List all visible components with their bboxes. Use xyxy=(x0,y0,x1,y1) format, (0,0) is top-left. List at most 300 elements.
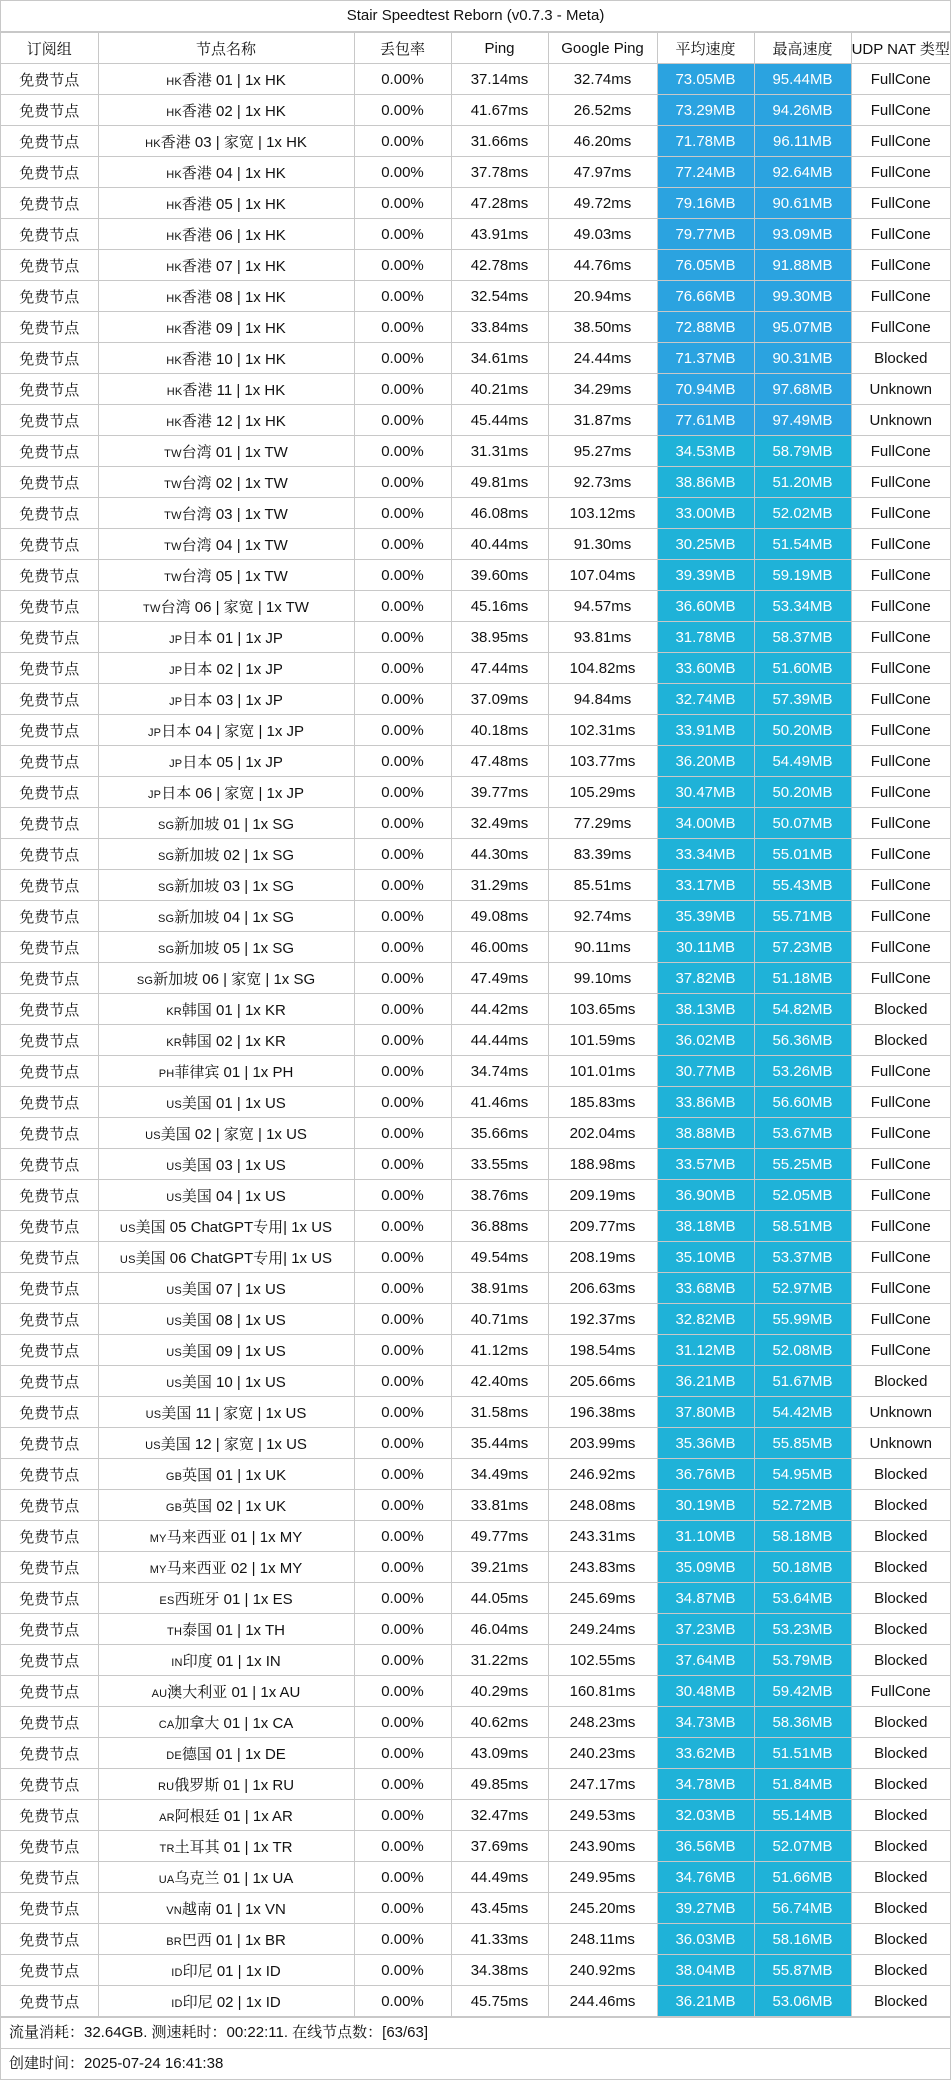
country-code: MY xyxy=(149,1532,167,1545)
node-name: 美国 07 | 1x US xyxy=(181,1280,286,1298)
table-row xyxy=(1,467,950,498)
group-cell: 免费节点 xyxy=(1,1986,98,2017)
max-speed-cell: 51.18MB xyxy=(754,963,851,994)
max-speed-cell: 50.07MB xyxy=(754,808,851,839)
node-name-cell xyxy=(98,994,354,1025)
ping-cell: 47.49ms xyxy=(451,963,548,994)
nat-type-cell: FullCone xyxy=(851,1304,950,1335)
ping-cell: 44.49ms xyxy=(451,1862,548,1893)
max-speed-cell: 97.49MB xyxy=(754,405,851,436)
node-name-cell xyxy=(98,1304,354,1335)
node-name-cell xyxy=(98,1862,354,1893)
country-code: GB xyxy=(165,1501,183,1514)
nat-type-cell: FullCone xyxy=(851,1180,950,1211)
avg-speed-cell: 36.20MB xyxy=(657,746,754,777)
table-row xyxy=(1,219,950,250)
ping-cell: 43.45ms xyxy=(451,1893,548,1924)
table-row xyxy=(1,1800,950,1831)
table-row xyxy=(1,591,950,622)
group-cell: 免费节点 xyxy=(1,281,98,312)
country-code: HK xyxy=(145,137,161,150)
node-name: 台湾 04 | 1x TW xyxy=(181,536,288,554)
loss-cell: 0.00% xyxy=(354,1614,451,1645)
max-speed-cell: 52.02MB xyxy=(754,498,851,529)
node-name: 香港 10 | 1x HK xyxy=(181,350,286,368)
country-code: US xyxy=(119,1253,136,1266)
avg-speed-cell: 31.12MB xyxy=(657,1335,754,1366)
country-code: HK xyxy=(166,292,182,305)
ping-cell: 38.91ms xyxy=(451,1273,548,1304)
ping-cell: 45.16ms xyxy=(451,591,548,622)
google-ping-cell: 107.04ms xyxy=(548,560,657,591)
nat-type-cell: FullCone xyxy=(851,684,950,715)
ping-cell: 33.55ms xyxy=(451,1149,548,1180)
nat-type-cell: FullCone xyxy=(851,653,950,684)
node-name-cell xyxy=(98,157,354,188)
node-name: 日本 02 | 1x JP xyxy=(182,660,283,678)
node-name: 日本 04 | 家宽 | 1x JP xyxy=(161,722,305,740)
google-ping-cell: 99.10ms xyxy=(548,963,657,994)
nat-type-cell: Blocked xyxy=(851,1769,950,1800)
avg-speed-cell: 39.27MB xyxy=(657,1893,754,1924)
nat-type-cell: FullCone xyxy=(851,1242,950,1273)
ping-cell: 32.47ms xyxy=(451,1800,548,1831)
avg-speed-cell: 73.05MB xyxy=(657,64,754,95)
table-row xyxy=(1,746,950,777)
group-cell: 免费节点 xyxy=(1,684,98,715)
ping-cell: 34.38ms xyxy=(451,1955,548,1986)
avg-speed-cell: 38.04MB xyxy=(657,1955,754,1986)
ping-cell: 47.48ms xyxy=(451,746,548,777)
results-table xyxy=(1,32,950,2017)
max-speed-cell: 90.61MB xyxy=(754,188,851,219)
loss-cell: 0.00% xyxy=(354,1056,451,1087)
nat-type-cell: Blocked xyxy=(851,1552,950,1583)
country-code: PH xyxy=(158,1067,175,1080)
group-cell: 免费节点 xyxy=(1,1738,98,1769)
avg-speed-cell: 35.09MB xyxy=(657,1552,754,1583)
loss-cell: 0.00% xyxy=(354,157,451,188)
loss-cell: 0.00% xyxy=(354,1428,451,1459)
google-ping-cell: 105.29ms xyxy=(548,777,657,808)
country-code: SG xyxy=(157,881,175,894)
node-name-cell xyxy=(98,250,354,281)
google-ping-cell: 32.74ms xyxy=(548,64,657,95)
avg-speed-cell: 30.19MB xyxy=(657,1490,754,1521)
google-ping-cell: 103.65ms xyxy=(548,994,657,1025)
table-row xyxy=(1,1490,950,1521)
nat-type-cell: FullCone xyxy=(851,1211,950,1242)
ping-cell: 35.66ms xyxy=(451,1118,548,1149)
google-ping-cell: 203.99ms xyxy=(548,1428,657,1459)
avg-speed-cell: 73.29MB xyxy=(657,95,754,126)
nat-type-cell: FullCone xyxy=(851,870,950,901)
google-ping-cell: 185.83ms xyxy=(548,1087,657,1118)
node-name-cell xyxy=(98,1211,354,1242)
table-row xyxy=(1,963,950,994)
google-ping-cell: 245.20ms xyxy=(548,1893,657,1924)
table-row xyxy=(1,250,950,281)
loss-cell: 0.00% xyxy=(354,467,451,498)
max-speed-cell: 57.23MB xyxy=(754,932,851,963)
max-speed-cell: 51.20MB xyxy=(754,467,851,498)
group-cell: 免费节点 xyxy=(1,839,98,870)
ping-cell: 35.44ms xyxy=(451,1428,548,1459)
nat-type-cell: Blocked xyxy=(851,1459,950,1490)
table-row xyxy=(1,994,950,1025)
avg-speed-cell: 34.53MB xyxy=(657,436,754,467)
node-name-cell xyxy=(98,1707,354,1738)
avg-speed-cell: 76.66MB xyxy=(657,281,754,312)
country-code: JP xyxy=(147,788,162,801)
avg-speed-cell: 33.91MB xyxy=(657,715,754,746)
ping-cell: 33.81ms xyxy=(451,1490,548,1521)
node-name-cell xyxy=(98,529,354,560)
table-row xyxy=(1,1521,950,1552)
group-cell: 免费节点 xyxy=(1,653,98,684)
avg-speed-cell: 32.82MB xyxy=(657,1304,754,1335)
node-name-cell xyxy=(98,1769,354,1800)
loss-cell: 0.00% xyxy=(354,684,451,715)
ping-cell: 43.91ms xyxy=(451,219,548,250)
loss-cell: 0.00% xyxy=(354,1552,451,1583)
ping-cell: 44.44ms xyxy=(451,1025,548,1056)
max-speed-cell: 58.79MB xyxy=(754,436,851,467)
table-row xyxy=(1,1149,950,1180)
loss-cell: 0.00% xyxy=(354,1924,451,1955)
loss-cell: 0.00% xyxy=(354,498,451,529)
google-ping-cell: 192.37ms xyxy=(548,1304,657,1335)
nat-type-cell: FullCone xyxy=(851,1118,950,1149)
avg-speed-cell: 36.60MB xyxy=(657,591,754,622)
google-ping-cell: 102.55ms xyxy=(548,1645,657,1676)
max-speed-cell: 50.18MB xyxy=(754,1552,851,1583)
ping-cell: 46.08ms xyxy=(451,498,548,529)
ping-cell: 34.49ms xyxy=(451,1459,548,1490)
avg-speed-cell: 38.88MB xyxy=(657,1118,754,1149)
avg-speed-cell: 38.13MB xyxy=(657,994,754,1025)
max-speed-cell: 53.67MB xyxy=(754,1118,851,1149)
loss-cell: 0.00% xyxy=(354,1459,451,1490)
node-name: 美国 10 | 1x US xyxy=(181,1373,286,1391)
country-code: JP xyxy=(169,633,183,646)
nat-type-cell: FullCone xyxy=(851,963,950,994)
ping-cell: 45.44ms xyxy=(451,405,548,436)
loss-cell: 0.00% xyxy=(354,1273,451,1304)
max-speed-cell: 55.43MB xyxy=(754,870,851,901)
table-row xyxy=(1,1583,950,1614)
node-name-cell xyxy=(98,1366,354,1397)
max-speed-cell: 53.34MB xyxy=(754,591,851,622)
google-ping-cell: 188.98ms xyxy=(548,1149,657,1180)
max-speed-cell: 59.19MB xyxy=(754,560,851,591)
group-cell: 免费节点 xyxy=(1,932,98,963)
group-cell: 免费节点 xyxy=(1,1490,98,1521)
avg-speed-cell: 36.21MB xyxy=(657,1366,754,1397)
group-cell: 免费节点 xyxy=(1,1769,98,1800)
group-cell: 免费节点 xyxy=(1,1645,98,1676)
google-ping-cell: 92.73ms xyxy=(548,467,657,498)
node-name-cell xyxy=(98,1118,354,1149)
avg-speed-cell: 33.86MB xyxy=(657,1087,754,1118)
country-code: KR xyxy=(166,1036,182,1049)
node-name: 西班牙 01 | 1x ES xyxy=(174,1590,293,1608)
ping-cell: 37.14ms xyxy=(451,64,548,95)
table-row xyxy=(1,1211,950,1242)
country-code: SG xyxy=(157,850,175,863)
node-name: 越南 01 | 1x VN xyxy=(181,1900,286,1918)
ping-cell: 44.30ms xyxy=(451,839,548,870)
loss-cell: 0.00% xyxy=(354,1025,451,1056)
nat-type-cell: FullCone xyxy=(851,64,950,95)
loss-cell: 0.00% xyxy=(354,1490,451,1521)
node-name: 新加坡 03 | 1x SG xyxy=(174,877,295,895)
country-code: SG xyxy=(157,912,175,925)
group-cell: 免费节点 xyxy=(1,1273,98,1304)
google-ping-cell: 83.39ms xyxy=(548,839,657,870)
loss-cell: 0.00% xyxy=(354,1769,451,1800)
avg-speed-cell: 34.87MB xyxy=(657,1583,754,1614)
ping-cell: 46.04ms xyxy=(451,1614,548,1645)
country-code: HK xyxy=(166,416,182,429)
google-ping-cell: 198.54ms xyxy=(548,1335,657,1366)
table-row xyxy=(1,1955,950,1986)
country-code: US xyxy=(166,1191,182,1204)
loss-cell: 0.00% xyxy=(354,1149,451,1180)
avg-speed-cell: 30.77MB xyxy=(657,1056,754,1087)
max-speed-cell: 53.26MB xyxy=(754,1056,851,1087)
max-speed-cell: 55.85MB xyxy=(754,1428,851,1459)
group-cell: 免费节点 xyxy=(1,1242,98,1273)
google-ping-cell: 49.72ms xyxy=(548,188,657,219)
max-speed-cell: 52.05MB xyxy=(754,1180,851,1211)
nat-type-cell: FullCone xyxy=(851,1273,950,1304)
group-cell: 免费节点 xyxy=(1,746,98,777)
loss-cell: 0.00% xyxy=(354,746,451,777)
group-cell: 免费节点 xyxy=(1,405,98,436)
ping-cell: 37.09ms xyxy=(451,684,548,715)
nat-type-cell: FullCone xyxy=(851,312,950,343)
avg-speed-cell: 33.34MB xyxy=(657,839,754,870)
table-row xyxy=(1,1180,950,1211)
avg-speed-cell: 35.36MB xyxy=(657,1428,754,1459)
table-row xyxy=(1,281,950,312)
loss-cell: 0.00% xyxy=(354,1118,451,1149)
max-speed-cell: 53.79MB xyxy=(754,1645,851,1676)
max-speed-cell: 50.20MB xyxy=(754,777,851,808)
group-cell: 免费节点 xyxy=(1,1397,98,1428)
country-code: US xyxy=(166,1160,182,1173)
avg-speed-cell: 77.61MB xyxy=(657,405,754,436)
nat-type-cell: Blocked xyxy=(851,1521,950,1552)
avg-speed-cell: 36.21MB xyxy=(657,1986,754,2017)
node-name: 新加坡 02 | 1x SG xyxy=(174,846,295,864)
group-cell: 免费节点 xyxy=(1,467,98,498)
table-row xyxy=(1,188,950,219)
max-speed-cell: 58.18MB xyxy=(754,1521,851,1552)
node-name: 日本 01 | 1x JP xyxy=(182,629,283,647)
country-code: HK xyxy=(166,199,182,212)
table-row xyxy=(1,1738,950,1769)
nat-type-cell: FullCone xyxy=(851,932,950,963)
node-name: 美国 06 ChatGPT专用| 1x US xyxy=(135,1249,333,1267)
max-speed-cell: 52.08MB xyxy=(754,1335,851,1366)
avg-speed-cell: 37.80MB xyxy=(657,1397,754,1428)
avg-speed-cell: 31.10MB xyxy=(657,1521,754,1552)
node-name-cell xyxy=(98,1490,354,1521)
loss-cell: 0.00% xyxy=(354,343,451,374)
table-row xyxy=(1,870,950,901)
node-name-cell xyxy=(98,1676,354,1707)
group-cell: 免费节点 xyxy=(1,1149,98,1180)
nat-type-cell: FullCone xyxy=(851,715,950,746)
ping-cell: 49.81ms xyxy=(451,467,548,498)
table-row xyxy=(1,684,950,715)
node-name: 美国 03 | 1x US xyxy=(181,1156,286,1174)
ping-cell: 31.31ms xyxy=(451,436,548,467)
node-name-cell xyxy=(98,1800,354,1831)
ping-cell: 40.71ms xyxy=(451,1304,548,1335)
table-row xyxy=(1,157,950,188)
max-speed-cell: 58.37MB xyxy=(754,622,851,653)
loss-cell: 0.00% xyxy=(354,1521,451,1552)
loss-cell: 0.00% xyxy=(354,405,451,436)
google-ping-cell: 246.92ms xyxy=(548,1459,657,1490)
table-row xyxy=(1,1986,950,2017)
node-name-cell xyxy=(98,560,354,591)
loss-cell: 0.00% xyxy=(354,1304,451,1335)
col-header-ping: Ping xyxy=(451,33,548,64)
node-name: 土耳其 01 | 1x TR xyxy=(174,1838,293,1856)
max-speed-cell: 54.95MB xyxy=(754,1459,851,1490)
nat-type-cell: Blocked xyxy=(851,1366,950,1397)
avg-speed-cell: 35.39MB xyxy=(657,901,754,932)
max-speed-cell: 52.97MB xyxy=(754,1273,851,1304)
node-name-cell xyxy=(98,374,354,405)
max-speed-cell: 92.64MB xyxy=(754,157,851,188)
country-code: CA xyxy=(158,1718,175,1731)
table-row xyxy=(1,1366,950,1397)
node-name: 美国 11 | 家宽 | 1x US xyxy=(161,1404,307,1422)
table-row xyxy=(1,1676,950,1707)
node-name-cell xyxy=(98,1552,354,1583)
avg-speed-cell: 33.00MB xyxy=(657,498,754,529)
google-ping-cell: 240.23ms xyxy=(548,1738,657,1769)
table-row xyxy=(1,529,950,560)
group-cell: 免费节点 xyxy=(1,250,98,281)
country-code: TW xyxy=(164,571,182,584)
table-row xyxy=(1,1614,950,1645)
nat-type-cell: Blocked xyxy=(851,1986,950,2017)
nat-type-cell: FullCone xyxy=(851,529,950,560)
ping-cell: 49.54ms xyxy=(451,1242,548,1273)
nat-type-cell: FullCone xyxy=(851,777,950,808)
ping-cell: 40.21ms xyxy=(451,374,548,405)
ping-cell: 31.22ms xyxy=(451,1645,548,1676)
group-cell: 免费节点 xyxy=(1,1893,98,1924)
node-name-cell xyxy=(98,1056,354,1087)
nat-type-cell: Blocked xyxy=(851,1862,950,1893)
google-ping-cell: 249.95ms xyxy=(548,1862,657,1893)
google-ping-cell: 248.23ms xyxy=(548,1707,657,1738)
col-header-google-ping: Google Ping xyxy=(548,33,657,64)
node-name: 美国 01 | 1x US xyxy=(181,1094,286,1112)
country-code: UA xyxy=(158,1873,175,1886)
google-ping-cell: 94.84ms xyxy=(548,684,657,715)
max-speed-cell: 51.67MB xyxy=(754,1366,851,1397)
max-speed-cell: 54.49MB xyxy=(754,746,851,777)
table-row xyxy=(1,1025,950,1056)
ping-cell: 40.44ms xyxy=(451,529,548,560)
node-name: 加拿大 01 | 1x CA xyxy=(174,1714,294,1732)
country-code: HK xyxy=(166,323,182,336)
group-cell: 免费节点 xyxy=(1,1087,98,1118)
table-row xyxy=(1,1924,950,1955)
avg-speed-cell: 38.18MB xyxy=(657,1211,754,1242)
max-speed-cell: 51.66MB xyxy=(754,1862,851,1893)
google-ping-cell: 240.92ms xyxy=(548,1955,657,1986)
google-ping-cell: 91.30ms xyxy=(548,529,657,560)
nat-type-cell: Blocked xyxy=(851,1490,950,1521)
node-name-cell xyxy=(98,312,354,343)
google-ping-cell: 20.94ms xyxy=(548,281,657,312)
google-ping-cell: 248.08ms xyxy=(548,1490,657,1521)
table-row xyxy=(1,1118,950,1149)
node-name: 台湾 06 | 家宽 | 1x TW xyxy=(160,598,309,616)
google-ping-cell: 209.77ms xyxy=(548,1211,657,1242)
max-speed-cell: 55.99MB xyxy=(754,1304,851,1335)
loss-cell: 0.00% xyxy=(354,1676,451,1707)
node-name-cell xyxy=(98,1149,354,1180)
loss-cell: 0.00% xyxy=(354,1955,451,1986)
node-name-cell xyxy=(98,343,354,374)
avg-speed-cell: 33.17MB xyxy=(657,870,754,901)
node-name-cell xyxy=(98,591,354,622)
loss-cell: 0.00% xyxy=(354,1707,451,1738)
node-name: 韩国 01 | 1x KR xyxy=(181,1001,286,1019)
country-code: US xyxy=(145,1439,161,1452)
avg-speed-cell: 34.76MB xyxy=(657,1862,754,1893)
nat-type-cell: FullCone xyxy=(851,498,950,529)
nat-type-cell: Blocked xyxy=(851,343,950,374)
group-cell: 免费节点 xyxy=(1,1521,98,1552)
max-speed-cell: 53.06MB xyxy=(754,1986,851,2017)
ping-cell: 47.28ms xyxy=(451,188,548,219)
loss-cell: 0.00% xyxy=(354,1583,451,1614)
google-ping-cell: 94.57ms xyxy=(548,591,657,622)
nat-type-cell: FullCone xyxy=(851,1676,950,1707)
node-name-cell xyxy=(98,1955,354,1986)
node-name-cell xyxy=(98,1986,354,2017)
ping-cell: 42.78ms xyxy=(451,250,548,281)
results-body xyxy=(1,64,950,2017)
nat-type-cell: Blocked xyxy=(851,1800,950,1831)
nat-type-cell: Unknown xyxy=(851,1428,950,1459)
country-code: ES xyxy=(159,1594,175,1607)
group-cell: 免费节点 xyxy=(1,1025,98,1056)
ping-cell: 32.54ms xyxy=(451,281,548,312)
google-ping-cell: 103.77ms xyxy=(548,746,657,777)
avg-speed-cell: 31.78MB xyxy=(657,622,754,653)
loss-cell: 0.00% xyxy=(354,1211,451,1242)
node-name-cell xyxy=(98,839,354,870)
ping-cell: 40.18ms xyxy=(451,715,548,746)
country-code: TR xyxy=(159,1842,175,1855)
node-name-cell xyxy=(98,188,354,219)
table-row xyxy=(1,343,950,374)
google-ping-cell: 102.31ms xyxy=(548,715,657,746)
node-name: 香港 07 | 1x HK xyxy=(181,257,286,275)
